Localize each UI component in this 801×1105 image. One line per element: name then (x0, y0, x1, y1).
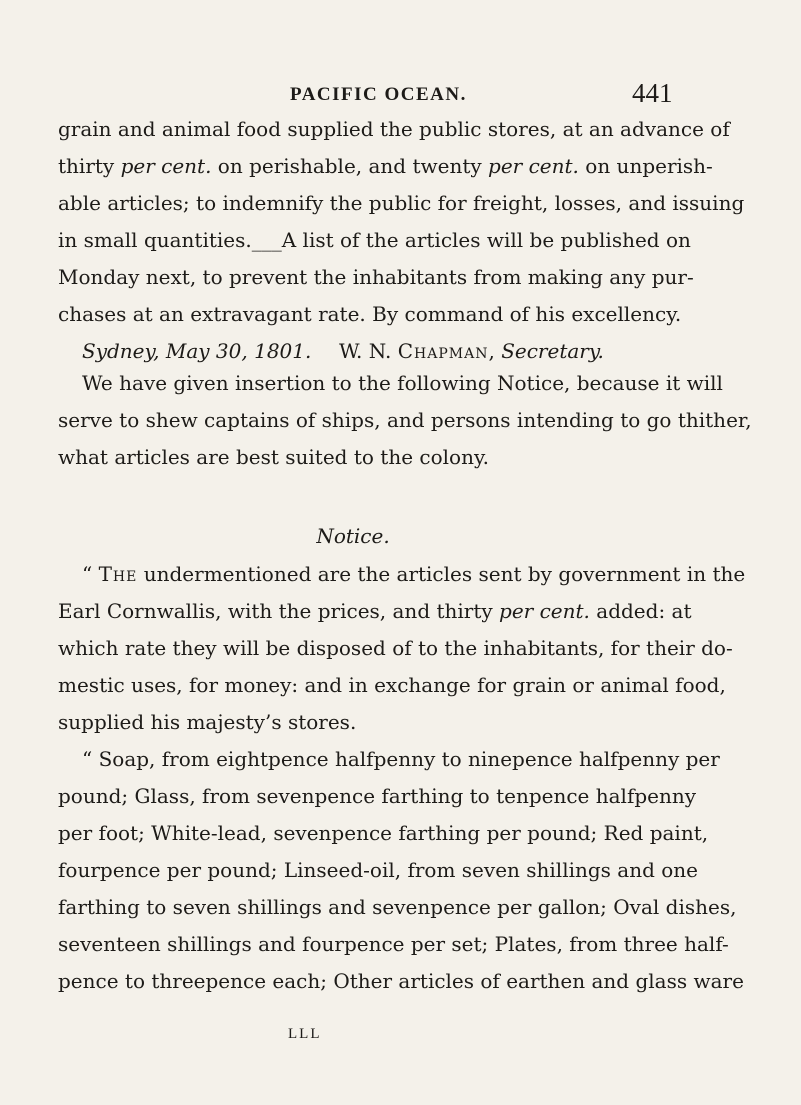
text-line: able articles; to indemnify the public for freight, losses, and issuing (58, 191, 745, 215)
text-line: farthing to seven shillings and sevenpence per gallon; Oval dishes, (58, 895, 737, 919)
notice-heading: Notice. (316, 524, 390, 548)
proclamation-paragraph (58, 111, 745, 370)
text-line: “ Soap, from eightpence halfpenny to ninepence halfpenny per (82, 747, 720, 771)
text-line: chases at an extravagant rate. By command of his excellency. (58, 302, 682, 326)
text-line: We have given insertion to the following Notice, because it will (82, 371, 723, 395)
text-line: which rate they will be disposed of to the inhabitants, for their do- (58, 636, 733, 660)
notice-heading-block (58, 518, 648, 555)
text-line: serve to shew captains of ships, and persons intending to go thither, (58, 408, 752, 432)
text-line: thirty per cent. on perishable, and twenty per cent. on unperish- (58, 154, 713, 178)
text-line: pound; Glass, from sevenpence farthing to tenpence halfpenny (58, 784, 697, 808)
text-line: per foot; White-lead, sevenpence farthing per pound; Red paint, (58, 821, 709, 845)
text-line: seventeen shillings and fourpence per set; Plates, from three half- (58, 932, 729, 956)
text-line: Monday next, to prevent the inhabitants from making any pur- (58, 265, 694, 289)
running-head (0, 78, 801, 110)
text-line: mestic uses, for money: and in exchange for grain or animal food, (58, 673, 726, 697)
notice-body (58, 556, 746, 1000)
signature-mark: LLL (288, 1026, 322, 1042)
text-line: supplied his majesty’s stores. (58, 710, 357, 734)
text-line: grain and animal food supplied the public stores, at an advance of (58, 117, 730, 141)
signatory: W. N. Chapman, Secretary. (339, 339, 604, 363)
running-title: PACIFIC OCEAN. (290, 84, 467, 105)
text-line: Earl Cornwallis, with the prices, and thirty per cent. added: at (58, 599, 692, 623)
intro-paragraph (58, 365, 752, 476)
page-number: 441 (632, 78, 673, 108)
text-line: in small quantities.___A list of the articles will be published on (58, 228, 691, 252)
text-line: fourpence per pound; Linseed-oil, from seven shillings and one (58, 858, 699, 882)
text-line: “ The undermentioned are the articles sent by government in the (82, 562, 746, 586)
text-line: pence to threepence each; Other articles of earthen and glass ware (58, 969, 744, 993)
place-date: Sydney, May 30, 1801. (82, 339, 312, 363)
text-line: what articles are best suited to the colony. (58, 445, 489, 469)
